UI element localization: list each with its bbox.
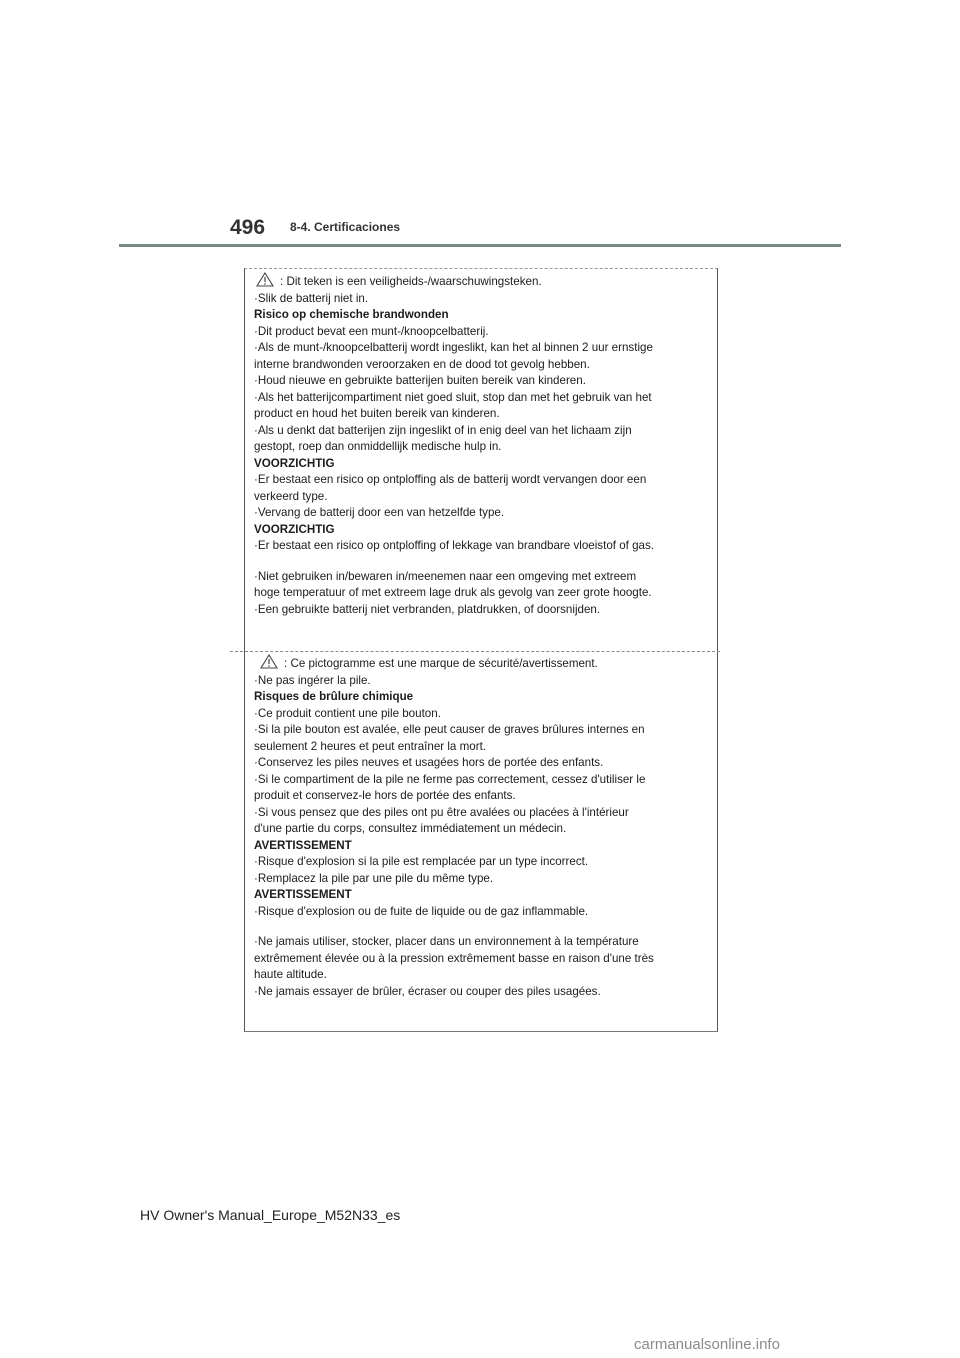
dutch-item-4b: product en houd het buiten bereik van kinderen. — [254, 407, 500, 420]
french-extra-1c: haute altitude. — [254, 968, 327, 981]
header-rule — [119, 244, 841, 247]
french-extra-1b: extrêmement élevée ou à la pression extrêmement basse en raison d'une très — [254, 951, 654, 965]
french-item-4b: produit et conservez-le hors de portée des enfants. — [254, 789, 516, 802]
dutch-caution-2-title: VOORZICHTIG — [254, 522, 335, 536]
french-warning-text: : Ce pictogramme est une marque de sécurité/avertissement. — [284, 657, 598, 670]
french-extra-1a: ·Ne jamais utiliser, stocker, placer dans un environnement à la température — [254, 935, 639, 948]
section-title: 8-4. Certificaciones — [290, 220, 401, 234]
french-extra-2: ·Ne jamais essayer de brûler, écraser ou couper des piles usagées. — [254, 984, 601, 998]
french-item-1: ·Ce produit contient une pile bouton. — [254, 706, 441, 720]
dutch-item-5b: gestopt, roep dan onmiddellijk medische hulp in. — [254, 440, 502, 453]
french-item-2a: ·Si la pile bouton est avalée, elle peut causer de graves brûlures internes en — [254, 723, 645, 736]
dutch-extra-1b: hoge temperatuur of met extreem lage druk als gevolg van zeer grote hoogte. — [254, 586, 652, 599]
dutch-item-2a: ·Als de munt-/knoopcelbatterij wordt ingeslikt, kan het al binnen 2 uur ernstige — [254, 341, 653, 354]
french-warn-2-title: AVERTISSEMENT — [254, 888, 352, 901]
french-warn-1b: ·Remplacez la pile par une pile du même type. — [254, 871, 494, 885]
dutch-warning-line — [254, 272, 709, 291]
dutch-extra-2: ·Een gebruikte batterij niet verbranden, platdrukken, of doorsnijden. — [254, 602, 601, 616]
dutch-caution-1-title: VOORZICHTIG — [254, 456, 335, 470]
dutch-section — [254, 272, 709, 618]
dutch-caution-1c: ·Vervang de batterij door een van hetzelfde type. — [254, 506, 505, 519]
dutch-extra-1a: ·Niet gebruiken in/bewaren in/meenemen naar een omgeving met extreem — [254, 569, 637, 583]
manual-id-footer: HV Owner's Manual_Europe_M52N33_es — [140, 1207, 401, 1223]
dutch-caution-1a: ·Er bestaat een risico op ontploffing als de batterij wordt vervangen door een — [254, 473, 647, 486]
dutch-item-1: ·Dit product bevat een munt-/knoopcelbatterij. — [254, 324, 489, 338]
language-divider — [230, 651, 720, 652]
french-warn-1a: ·Risque d'explosion si la pile est remplacée par un type incorrect. — [254, 855, 589, 868]
french-item-5b: d'une partie du corps, consultez immédiatement un médecin. — [254, 822, 567, 835]
dutch-item-4a: ·Als het batterijcompartiment niet goed sluit, stop dan met het gebruik van het — [254, 390, 652, 404]
dutch-caution-2a: ·Er bestaat een risico op ontploffing of lekkage van brandbare vloeistof of gas. — [254, 539, 655, 552]
french-item-4a: ·Si le compartiment de la pile ne ferme pas correctement, cessez d'utiliser le — [254, 772, 646, 786]
warning-triangle-icon — [260, 654, 278, 669]
dutch-item-2b: interne brandwonden veroorzaken en de dood tot gevolg hebben. — [254, 357, 590, 371]
french-swallow: ·Ne pas ingérer la pile. — [254, 673, 371, 687]
watermark-link[interactable]: carmanualsonline.info — [634, 1336, 780, 1353]
spacer — [254, 920, 709, 934]
dutch-warning-text: : Dit teken is een veiligheids-/waarschuwingsteken. — [280, 275, 542, 288]
french-item-3: ·Conservez les piles neuves et usagées hors de portée des enfants. — [254, 756, 604, 769]
dutch-caution-1b: verkeerd type. — [254, 489, 328, 503]
dutch-item-3: ·Houd nieuwe en gebruikte batterijen buiten bereik van kinderen. — [254, 374, 586, 387]
dutch-chem-burn-title: Risico op chemische brandwonden — [254, 308, 449, 321]
french-warn-2a: ·Risque d'explosion ou de fuite de liquide ou de gaz inflammable. — [254, 904, 589, 918]
dutch-item-5a: ·Als u denkt dat batterijen zijn ingeslikt of in enig deel van het lichaam zijn — [254, 423, 632, 437]
spacer — [254, 555, 709, 569]
french-item-2b: seulement 2 heures et peut entraîner la mort. — [254, 739, 487, 753]
french-item-5a: ·Si vous pensez que des piles ont pu être avalées ou placées à l'intérieur — [254, 805, 629, 819]
french-warning-line — [254, 654, 709, 673]
french-chem-burn-title: Risques de brûlure chimique — [254, 690, 414, 703]
page-number: 496 — [230, 216, 266, 239]
dutch-swallow: ·Slik de batterij niet in. — [254, 291, 369, 305]
warning-triangle-icon — [256, 272, 274, 287]
french-warn-1-title: AVERTISSEMENT — [254, 838, 352, 852]
french-section — [254, 654, 709, 1000]
